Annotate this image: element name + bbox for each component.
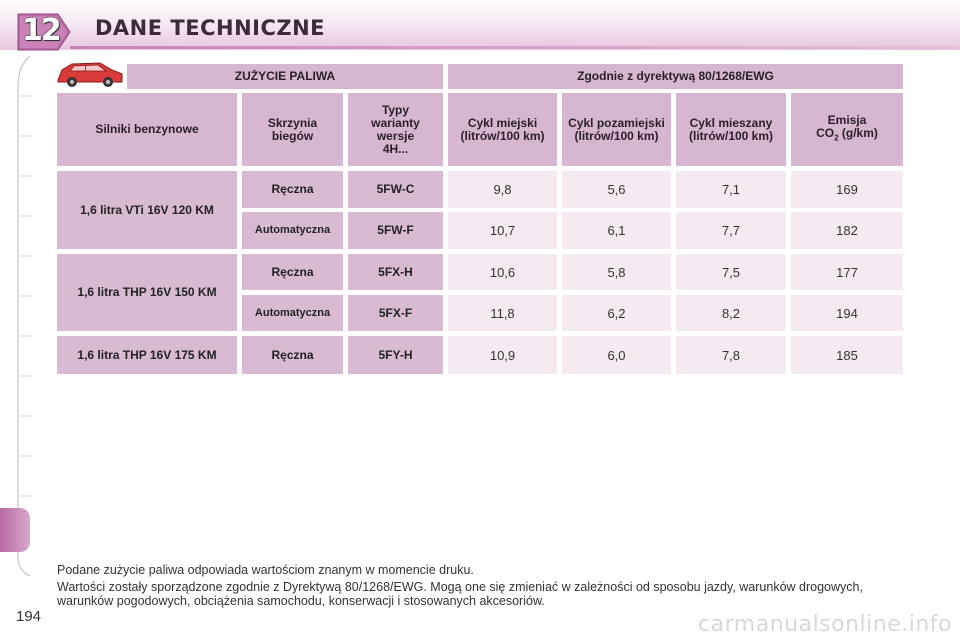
co2-cell: 169 <box>791 171 903 208</box>
combined-cell: 7,7 <box>676 212 786 249</box>
car-icon <box>54 58 126 90</box>
column-header-engine: Silniki benzynowe <box>57 93 237 166</box>
watermark: carmanualsonline.info <box>698 612 952 637</box>
type-cell: 5FX-H <box>348 254 443 290</box>
column-header-type: Typy warianty wersje 4H... <box>348 93 443 166</box>
extra-urban-cell: 5,6 <box>562 171 671 208</box>
urban-cell: 10,7 <box>448 212 557 249</box>
co2-main: CO <box>816 126 835 141</box>
urban-cell: 10,9 <box>448 336 557 374</box>
column-header-urban: Cykl miejski (litrów/100 km) <box>448 93 557 166</box>
gearbox-cell: Ręczna <box>242 171 343 208</box>
note-line-2: Wartości zostały sporządzone zgodnie z Dyrektywą 80/1268/EWG. Mogą one się zmieniać w zależności od sposobu jazdy, warunków drogowych, warunków pogodowych, obciążenia samochodu, konserwacji i stosowanych akcesoriów. <box>57 580 863 608</box>
co2-unit: (g/km) <box>841 126 878 141</box>
engine-cell: 1,6 litra VTi 16V 120 KM <box>57 171 237 249</box>
group-header-directive: Zgodnie z dyrektywą 80/1268/EWG <box>448 64 903 89</box>
extra-urban-cell: 6,0 <box>562 336 671 374</box>
extra-urban-cell: 6,1 <box>562 212 671 249</box>
co2-label <box>816 127 878 144</box>
column-header-gearbox: Skrzynia biegów <box>242 93 343 166</box>
column-header-combined: Cykl mieszany (litrów/100 km) <box>676 93 786 166</box>
page-number: 194 <box>16 608 42 625</box>
chapter-number: 12 <box>22 13 60 48</box>
co2-sub: 2 <box>834 133 839 143</box>
combined-cell: 7,1 <box>676 171 786 208</box>
co2-cell: 182 <box>791 212 903 249</box>
type-cell: 5FW-F <box>348 212 443 249</box>
column-header-co2 <box>791 93 903 166</box>
combined-cell: 8,2 <box>676 295 786 331</box>
engine-cell: 1,6 litra THP 16V 175 KM <box>57 336 237 374</box>
tab-rail-lines <box>0 56 34 576</box>
gearbox-cell: Automatyczna <box>242 212 343 249</box>
gearbox-cell: Ręczna <box>242 254 343 290</box>
co2-cell: 185 <box>791 336 903 374</box>
active-chapter-tab[interactable] <box>0 508 30 552</box>
type-cell: 5FW-C <box>348 171 443 208</box>
urban-cell: 10,6 <box>448 254 557 290</box>
note-line-1: Podane zużycie paliwa odpowiada wartościom znanym w momencie druku. <box>57 563 474 577</box>
extra-urban-cell: 5,8 <box>562 254 671 290</box>
co2-prefix: Emisja <box>827 113 867 128</box>
urban-cell: 9,8 <box>448 171 557 208</box>
type-cell: 5FX-F <box>348 295 443 331</box>
co2-cell: 194 <box>791 295 903 331</box>
combined-cell: 7,8 <box>676 336 786 374</box>
urban-cell: 11,8 <box>448 295 557 331</box>
type-cell: 5FY-H <box>348 336 443 374</box>
combined-cell: 7,5 <box>676 254 786 290</box>
gearbox-cell: Automatyczna <box>242 295 343 331</box>
chapter-tab-rail <box>0 56 34 576</box>
extra-urban-cell: 6,2 <box>562 295 671 331</box>
co2-cell: 177 <box>791 254 903 290</box>
header-divider <box>70 46 960 49</box>
gearbox-cell: Ręczna <box>242 336 343 374</box>
column-header-extra-urban: Cykl pozamiejski (litrów/100 km) <box>562 93 671 166</box>
engine-cell: 1,6 litra THP 16V 150 KM <box>57 254 237 331</box>
page-title: DANE TECHNICZNE <box>95 16 326 40</box>
group-header-fuel-consumption: ZUŻYCIE PALIWA <box>127 64 443 89</box>
